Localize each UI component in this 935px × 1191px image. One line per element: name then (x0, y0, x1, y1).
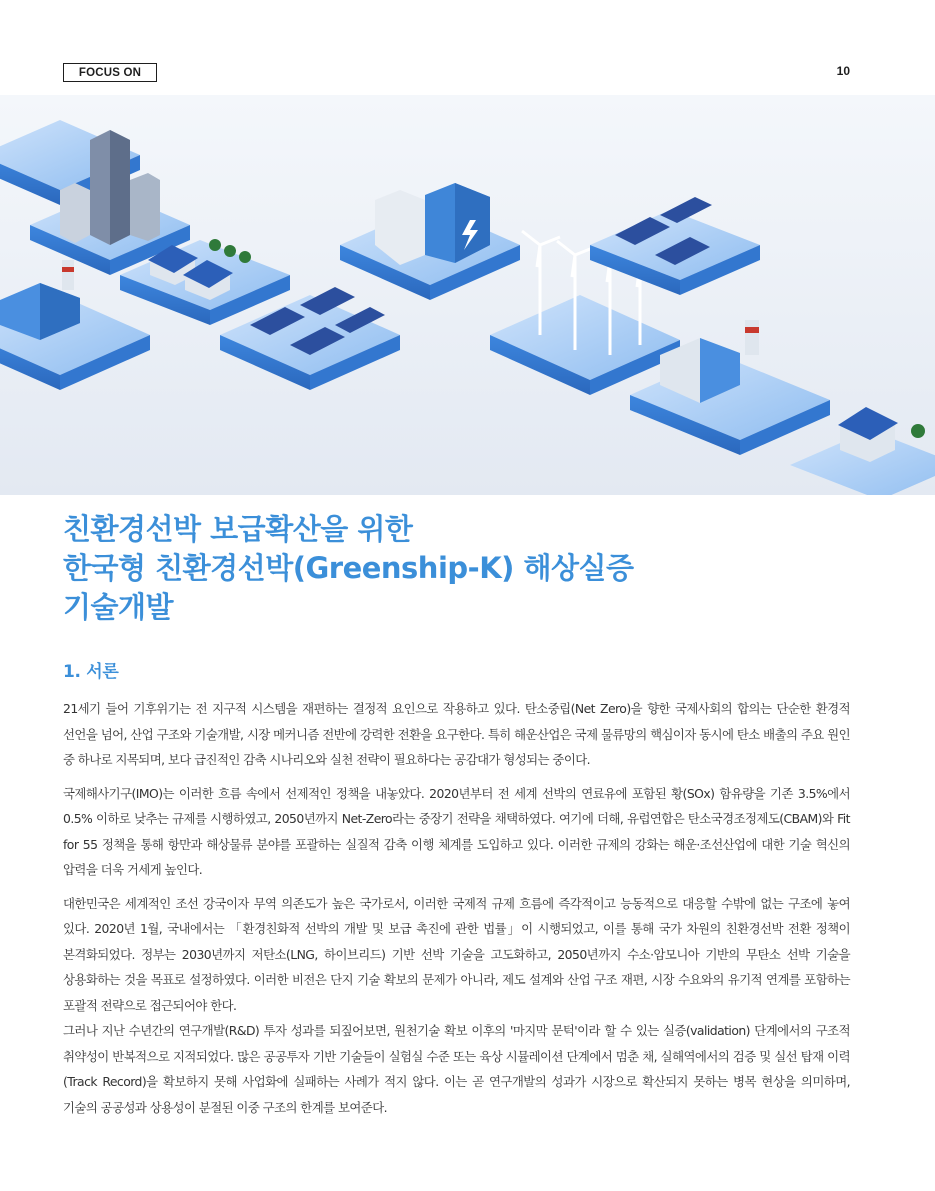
title-line: 기술개발 (63, 590, 174, 624)
body-paragraph: 국제해사기구(IMO)는 이러한 흐름 속에서 선제적인 정책을 내놓았다. 2020년부터 전 세계 선박의 연료유에 포함된 황(SOx) 함유량을 기존 3.5%에서 0.5% 이하로 낮추는 규제를 시행하였고, 2050년까지 Net-Zero라는 중장기 전략을 채택하였다. 여기에 더해, 유럽연합은 탄소국경조정제도(CBAM)와 Fit for 55 정책을 통해 항만과 해상물류 분야를 포괄하는 실질적 감축 이행 체계를 도입하고 있다. 이러한 규제의 강화는 해운·조선산업에 대한 기술 혁신의 압력을 더욱 거세게 높인다. (63, 785, 850, 877)
article-title (63, 510, 850, 627)
page-number: 10 (836, 64, 850, 78)
isometric-energy-city-illustration (0, 95, 935, 495)
section-tag: FOCUS ON (63, 63, 157, 82)
title-line: 한국형 친환경선박(Greenship-K) 해상실증 (63, 551, 634, 585)
title-line: 친환경선박 보급확산을 위한 (63, 512, 413, 546)
hero-illustration (0, 95, 935, 495)
article (63, 510, 850, 1128)
section-heading: 1. 서론 (63, 662, 119, 682)
body-paragraph: 그러나 지난 수년간의 연구개발(R&D) 투자 성과를 되짚어보면, 원천기술 확보 이후의 '마지막 문턱'이라 할 수 있는 실증(validation) 단계에서의 구조적 취약성이 반복적으로 지적되었다. 많은 공공투자 기반 기술들이 실험실 수준 또는 육상 시뮬레이션 단계에서 멈춘 채, 실해역에서의 검증 및 실선 탑재 이력(Track Record)을 확보하지 못해 사업화에 실패하는 사례가 적지 않다. 이는 곧 연구개발의 성과가 시장으로 확산되지 못하는 병목 현상을 의미하며, 기술의 공공성과 상용성이 분절된 이중 구조의 한계를 보여준다. (63, 1023, 850, 1115)
body-paragraph: 대한민국은 세계적인 조선 강국이자 무역 의존도가 높은 국가로서, 이러한 국제적 규제 흐름에 즉각적이고 능동적으로 대응할 수밖에 없는 구조에 놓여 있다. 2020년 1월, 국내에서는 「환경친화적 선박의 개발 및 보급 촉진에 관한 법률」이 시행되었고, 이를 통해 국가 차원의 친환경선박 전환 정책이 본격화되었다. 정부는 2030년까지 저탄소(LNG, 하이브리드) 기반 선박 기술을 고도화하고, 2050년까지 수소·암모니아 기반의 무탄소 선박 기술을 상용화하는 것을 목표로 설정하였다. 이러한 비전은 단지 기술 확보의 문제가 아니라, 제도 설계와 산업 구조 재편, 시장 수요와의 유기적 연계를 포함하는 포괄적 전략으로 접근되어야 한다. (63, 895, 850, 1013)
body-paragraph: 21세기 들어 기후위기는 전 지구적 시스템을 재편하는 결정적 요인으로 작용하고 있다. 탄소중립(Net Zero)을 향한 국제사회의 합의는 단순한 환경적 선언을 넘어, 산업 구조와 기술개발, 시장 메커니즘 전반에 강력한 전환을 요구한다. 특히 해운산업은 국제 물류망의 핵심이자 동시에 탄소 배출의 주요 원인 중 하나로 지목되며, 보다 급진적인 감축 시나리오와 실천 전략이 필요하다는 공감대가 형성되는 중이다. (63, 701, 850, 767)
page-header (0, 0, 935, 100)
